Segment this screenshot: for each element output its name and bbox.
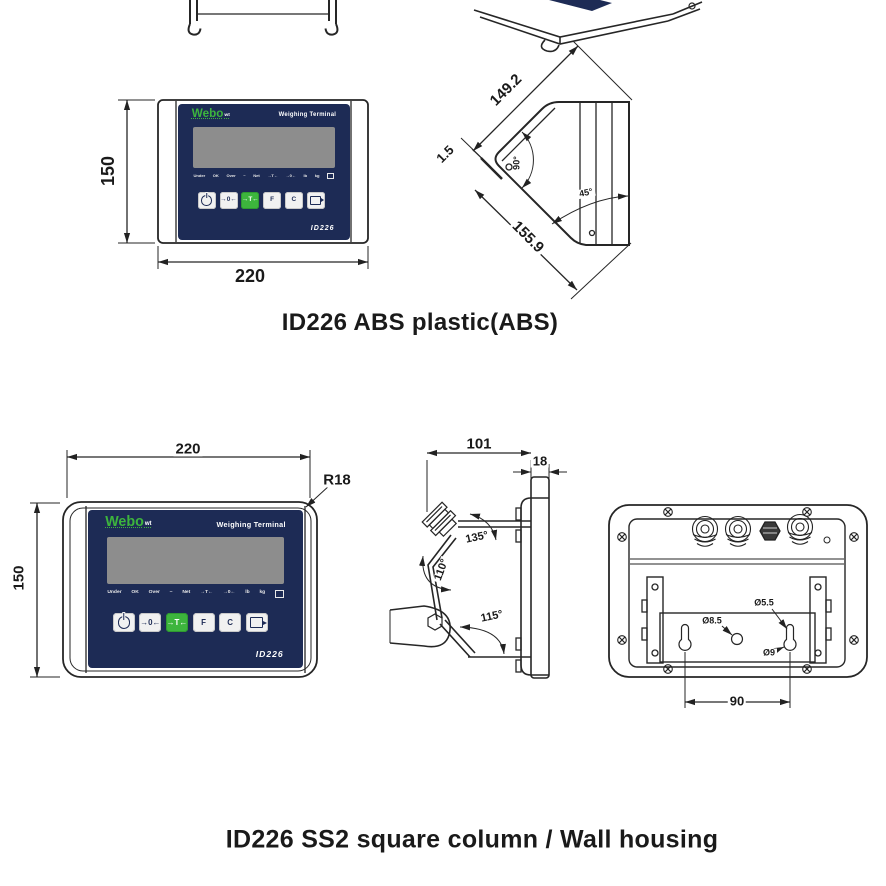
status-tare: →T← [200, 590, 214, 596]
status-zero: →0← [222, 590, 236, 596]
desk-stand-cutoff [189, 0, 338, 35]
status-under: Under [193, 172, 206, 178]
dim-hole-spacing: 90 [729, 693, 745, 709]
status-lb: lb [245, 590, 250, 596]
brand-logo [192, 108, 230, 120]
dim-hole-slot: Ø5.5 [754, 597, 774, 608]
angle-ss2-mid: 110° [432, 557, 451, 583]
brand-suffix: wt [144, 520, 152, 527]
lcd-display [193, 127, 334, 168]
dim-abs-side-front: 149.2 [486, 70, 526, 110]
brand-logo [105, 515, 151, 529]
angle-ss2-top: 135° [464, 529, 490, 546]
terminal-front-panel-abs [178, 104, 350, 240]
keypad [198, 192, 325, 208]
tare-key: →T← [241, 192, 259, 208]
brand-suffix: wt [224, 113, 230, 119]
print-key [246, 613, 268, 633]
status-kg: kg [314, 172, 320, 178]
angle-abs-face: 90° [511, 156, 522, 170]
model-label: ID226 [310, 224, 335, 232]
status-legend [193, 173, 334, 180]
power-key [113, 613, 135, 633]
zero-key: →0← [139, 613, 161, 633]
power-key [198, 192, 216, 208]
status-over: Over [226, 172, 236, 178]
brand-text: Webo [105, 513, 144, 530]
function-key: F [193, 613, 215, 633]
status-tare: →T← [267, 172, 278, 178]
status-ok: OK [212, 172, 219, 178]
status-motion: ~ [243, 172, 246, 178]
panel-header [105, 515, 286, 529]
perspective-view-cutoff [474, 0, 702, 51]
model-label: ID226 [255, 648, 284, 659]
status-net: Net [182, 590, 191, 596]
status-legend [107, 590, 283, 598]
print-key [307, 192, 325, 208]
terminal-front-panel-ss2 [88, 510, 303, 668]
ss2-side-view [390, 453, 567, 678]
print-exit-icon [310, 196, 321, 205]
clear-key: C [219, 613, 241, 633]
print-icon [327, 173, 334, 180]
status-ok: OK [131, 590, 139, 596]
power-icon [118, 616, 130, 628]
brand-text: Webo [191, 107, 224, 121]
clear-key: C [285, 192, 303, 208]
dim-abs-side-back: 155.9 [508, 217, 548, 257]
dim-ss2-radius: R18 [323, 471, 351, 489]
lcd-display [107, 537, 283, 584]
product-title: Weighing Terminal [278, 112, 337, 119]
status-over: Over [148, 590, 160, 596]
status-kg: kg [259, 590, 266, 596]
zero-key: →0← [220, 192, 238, 208]
function-key: F [263, 192, 281, 208]
dim-ss2-plate: 18 [532, 453, 548, 469]
power-icon [201, 195, 212, 206]
print-exit-icon [250, 617, 263, 628]
angle-abs-tilt: 45° [578, 186, 594, 199]
dim-ss2-depth: 101 [466, 435, 492, 453]
status-net: Net [253, 172, 260, 178]
abs-side-profile [461, 41, 632, 299]
dim-abs-height: 150 [98, 155, 118, 187]
product-title: Weighing Terminal [216, 519, 286, 529]
status-lb: lb [303, 172, 308, 178]
dim-abs-lip: 1.5 [433, 142, 457, 166]
caption-abs-housing: ID226 ABS plastic(ABS) [281, 309, 559, 336]
ss2-rear-view [609, 505, 867, 708]
keypad [113, 613, 268, 633]
dim-hole-key: Ø9 [762, 647, 776, 658]
angle-ss2-bottom: 115° [479, 608, 504, 625]
dim-ss2-height: 150 [10, 565, 28, 591]
panel-header [192, 108, 337, 120]
caption-ss2-housing: ID226 SS2 square column / Wall housing [225, 825, 719, 854]
status-motion: ~ [169, 590, 173, 596]
status-under: Under [107, 590, 122, 596]
dim-abs-width: 220 [234, 266, 266, 286]
dim-ss2-width: 220 [175, 440, 201, 458]
tare-key: →T← [166, 613, 188, 633]
dim-hole-center: Ø8.5 [702, 615, 722, 626]
status-zero: →0← [285, 172, 296, 178]
print-icon [275, 590, 284, 598]
